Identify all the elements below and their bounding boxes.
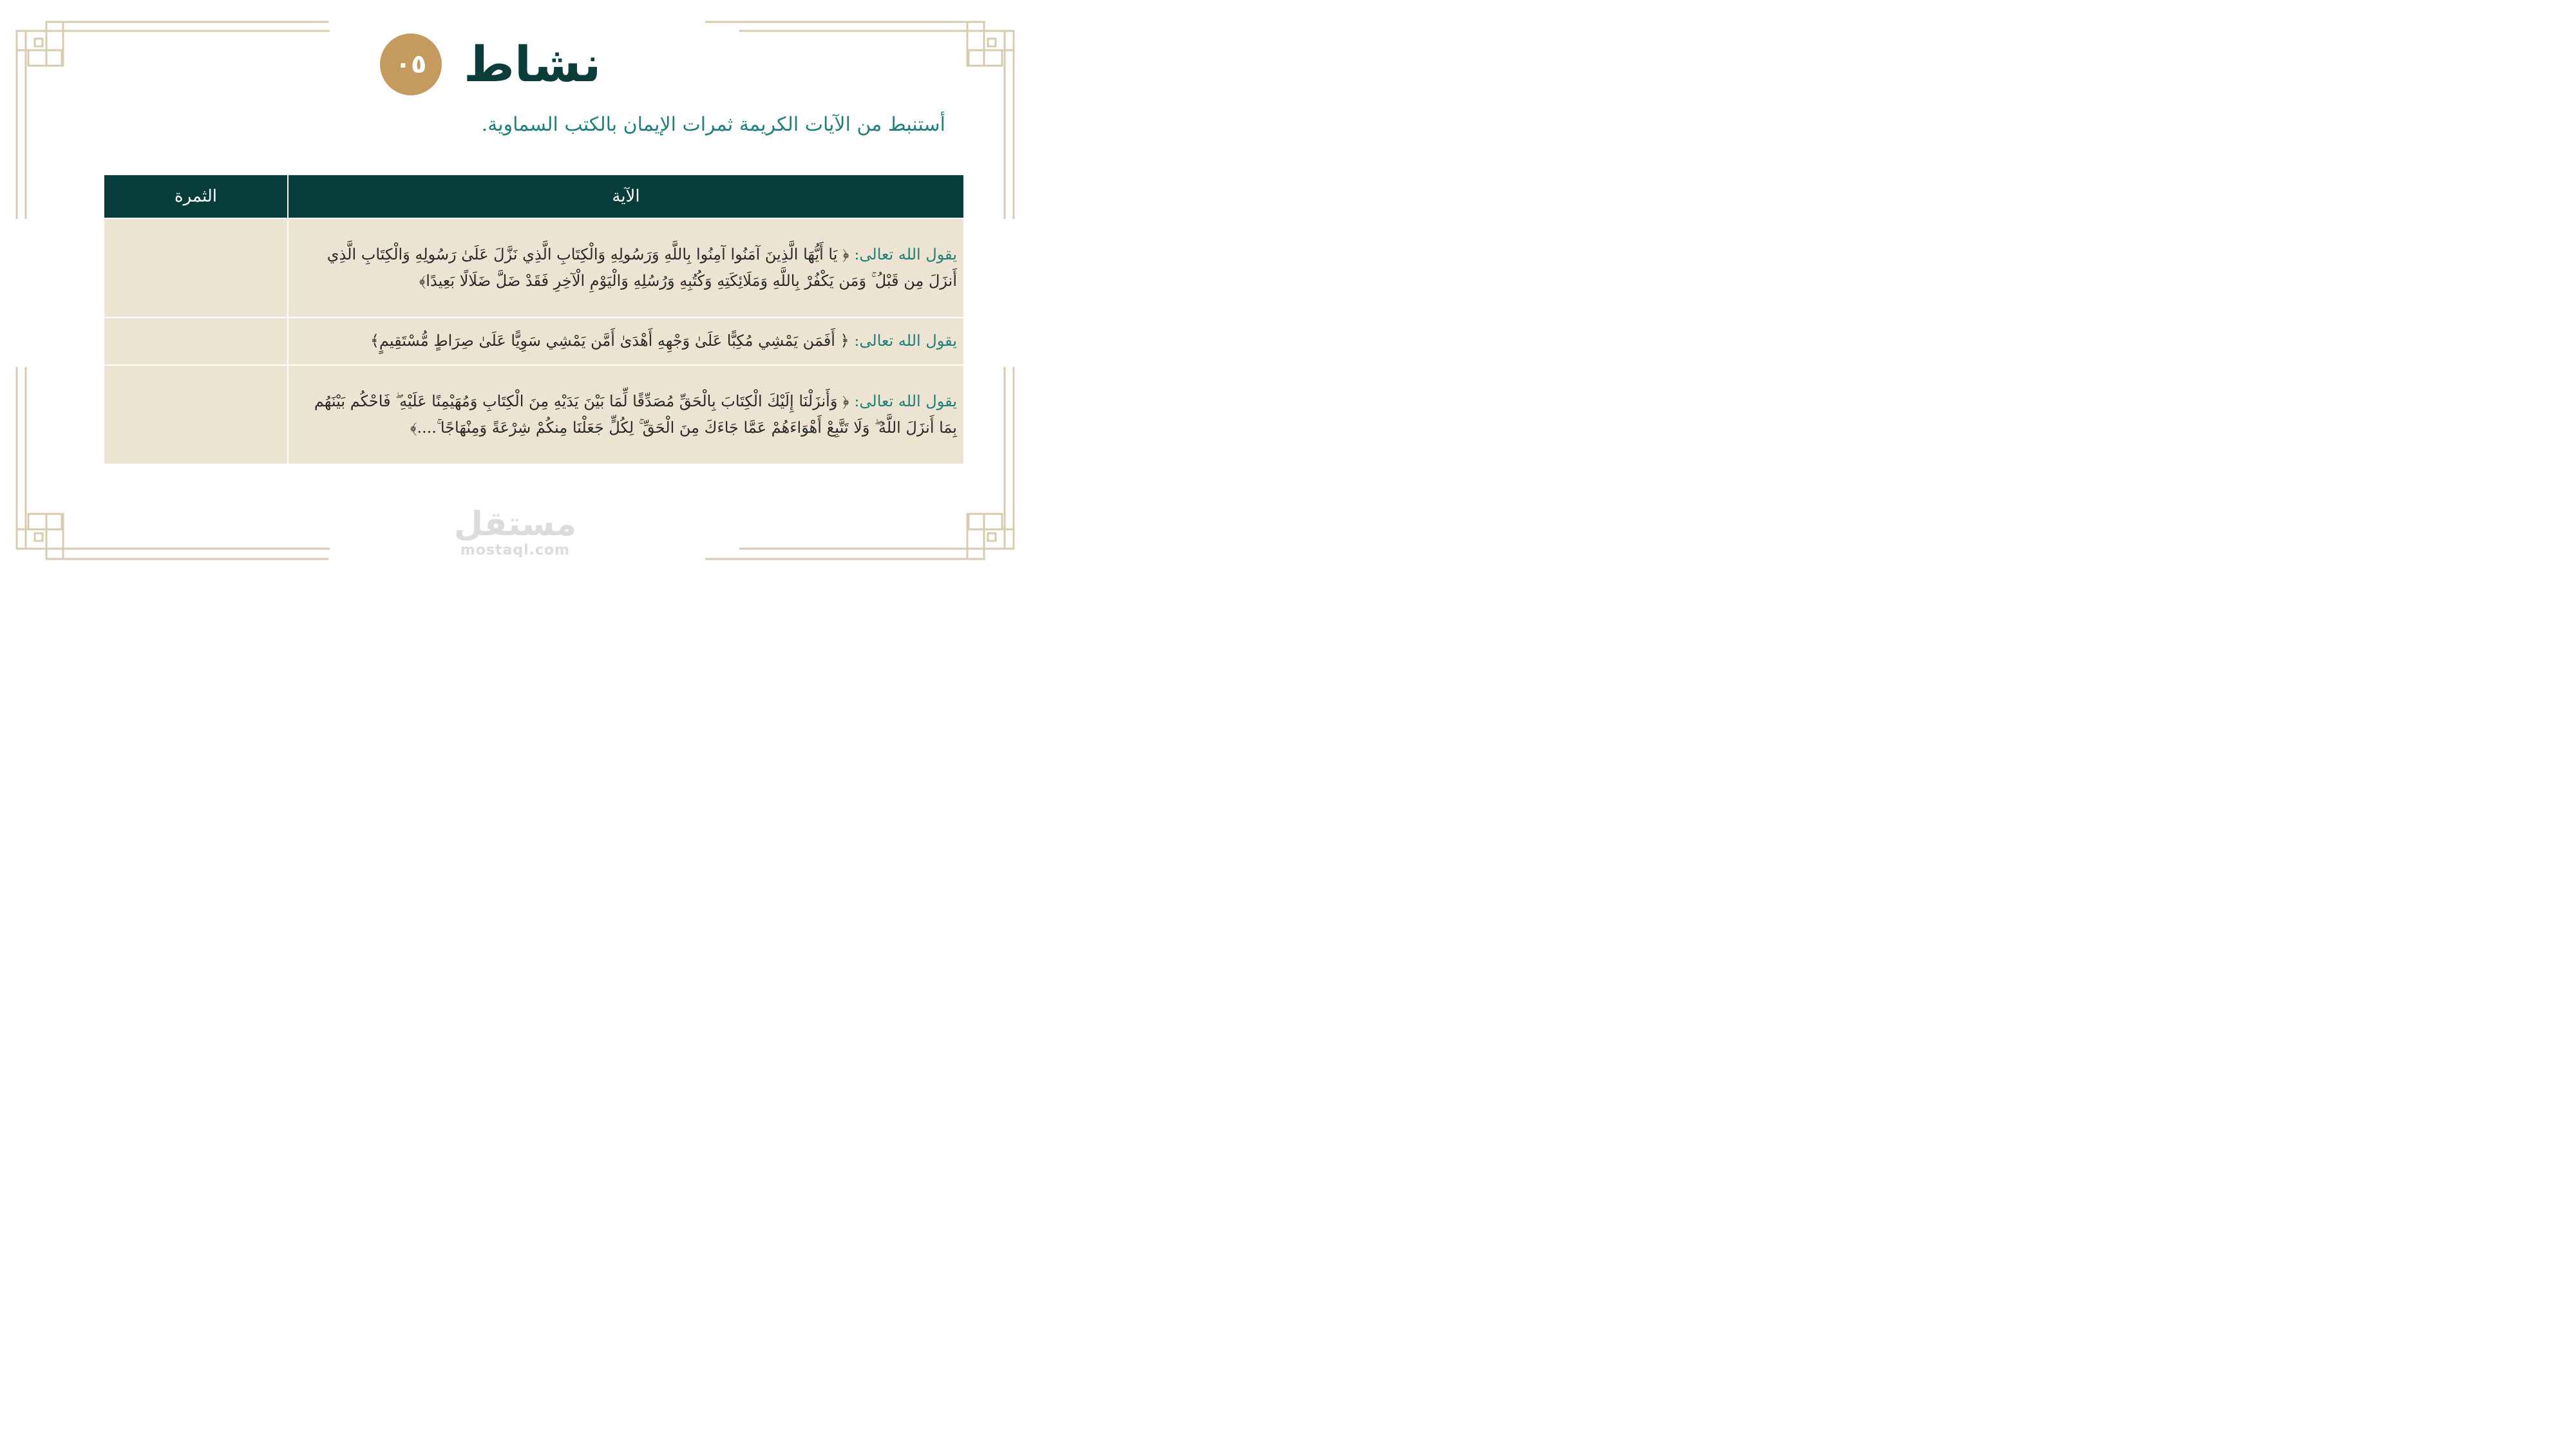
- verse-text: ﴿ يَا أَيُّهَا الَّذِينَ آمَنُوا آمِنُوا بِاللَّهِ وَرَسُولِهِ وَالْكِتَابِ الَّذِي نَزَّلَ عَلَىٰ رَسُولِهِ وَالْكِتَابِ الَّذِي أَنزَلَ مِن قَبْلُ ۚ وَمَن يَكْفُرْ بِاللَّهِ وَمَلَائِكَتِهِ وَكُتُبِهِ وَرُسُلِهِ وَالْيَوْمِ الْآخِرِ فَقَدْ ضَلَّ ضَلَالًا بَعِيدًا﴾: [327, 245, 957, 290]
- verse-cell: [288, 365, 964, 464]
- verse-intro: يقول الله تعالى:: [854, 332, 957, 350]
- verses-table: [103, 174, 965, 465]
- verse-cell: [288, 218, 964, 317]
- fruit-cell[interactable]: [104, 365, 288, 464]
- header-fruit: الثمرة: [104, 175, 288, 218]
- verse-intro: يقول الله تعالى:: [854, 245, 957, 263]
- verse-text: ﴿ أَفَمَن يَمْشِي مُكِبًّا عَلَىٰ وَجْهِهِ أَهْدَىٰ أَمَّن يَمْشِي سَوِيًّا عَلَىٰ صِرَاطٍ مُّسْتَقِيمٍ﴾: [370, 332, 849, 350]
- watermark-latin: mostaql.com: [460, 542, 571, 558]
- watermark: [451, 507, 580, 558]
- watermark-arabic: مستقل: [453, 505, 577, 544]
- verse-cell: [288, 317, 964, 365]
- activity-number-badge: [380, 33, 442, 95]
- verse-intro: يقول الله تعالى:: [854, 392, 957, 410]
- fruit-cell[interactable]: [104, 218, 288, 317]
- table-header-row: [104, 175, 964, 218]
- table-row: [104, 218, 964, 317]
- activity-header: [380, 33, 601, 95]
- verse-text: ﴿ وَأَنزَلْنَا إِلَيْكَ الْكِتَابَ بِالْحَقِّ مُصَدِّقًا لِّمَا بَيْنَ يَدَيْهِ مِنَ الْكِتَابِ وَمُهَيْمِنًا عَلَيْهِ ۖ فَاحْكُم بَيْنَهُم بِمَا أَنزَلَ اللَّهُ ۖ وَلَا تَتَّبِعْ أَهْوَاءَهُمْ عَمَّا جَاءَكَ مِنَ الْحَقِّ ۚ لِكُلٍّ جَعَلْنَا مِنكُمْ شِرْعَةً وَمِنْهَاجًا ۚ....﴾: [314, 392, 957, 437]
- activity-title: نشاط: [464, 35, 601, 93]
- table-row: [104, 317, 964, 365]
- instruction-text: أستنبط من الآيات الكريمة ثمرات الإيمان بالكتب السماوية.: [481, 113, 945, 136]
- table-row: [104, 365, 964, 464]
- header-verse: الآية: [288, 175, 964, 218]
- activity-number: ٠٥: [395, 50, 427, 79]
- fruit-cell[interactable]: [104, 317, 288, 365]
